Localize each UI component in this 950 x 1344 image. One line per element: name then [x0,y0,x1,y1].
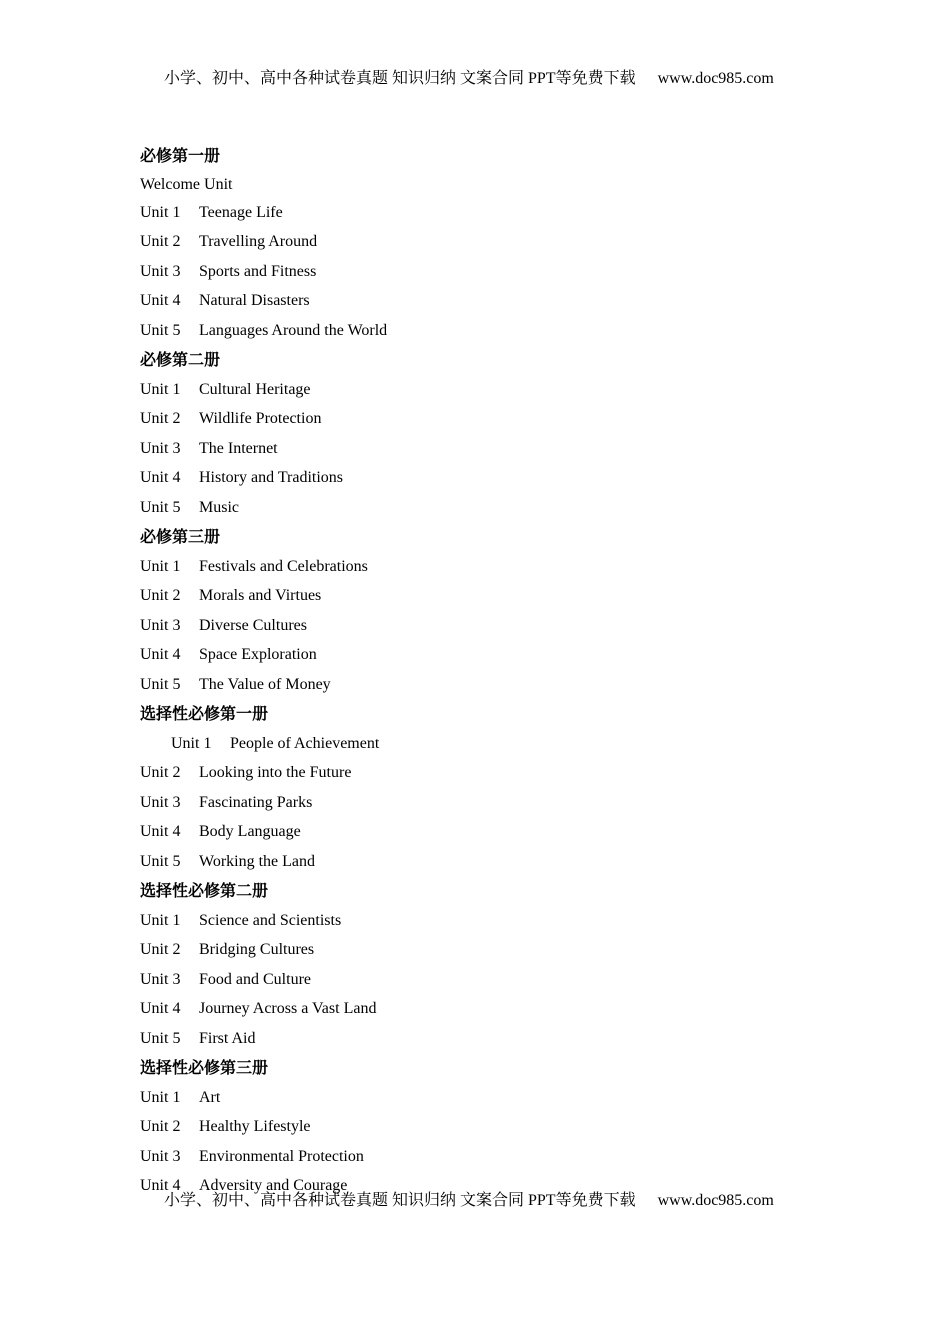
book-heading: 选择性必修第一册 [140,704,269,723]
unit-title: Travelling Around [199,233,318,250]
unit-label: Unit 3 [140,793,181,811]
unit-row [140,817,840,847]
unit-title: Morals and Virtues [199,587,322,604]
unit-label: Unit 4 [140,292,181,309]
unit-title: Body Language [199,823,301,840]
unit-row [140,611,840,641]
unit-row [140,1142,840,1172]
unit-row [140,670,840,700]
unit-label: Unit 3 [140,439,181,457]
unit-row [140,227,840,257]
unit-row [140,493,840,523]
unit-title: People of Achievement [230,734,380,752]
page-footer [164,1191,774,1211]
unit-row [140,847,840,877]
unit-row [140,257,840,287]
unit-row [140,463,840,493]
unit-title: Wildlife Protection [199,410,322,427]
unit-row [140,640,840,670]
unit-row [140,404,840,434]
unit-label: Unit 4 [140,1000,181,1017]
unit-title: The Value of Money [199,675,331,693]
unit-title: Looking into the Future [199,764,352,781]
unit-title: Journey Across a Vast Land [199,1000,377,1017]
unit-row [140,434,840,464]
unit-row [140,316,840,346]
unit-title: History and Traditions [199,469,344,486]
unit-label: Unit 3 [140,616,181,634]
unit-row [140,788,840,818]
unit-title: First Aid [199,1029,256,1047]
unit-label: Unit 4 [140,1177,181,1194]
unit-title: Diverse Cultures [199,616,307,634]
unit-label: Unit 5 [140,321,181,339]
unit-row [140,552,840,582]
unit-label: Unit 3 [140,1147,181,1165]
unit-label: Unit 5 [140,498,181,516]
page-header [164,69,774,89]
unit-row [140,286,840,316]
unit-label: Unit 4 [140,646,181,663]
book-heading: 必修第三册 [140,527,221,546]
unit-label: Unit 3 [140,262,181,280]
unit-row [140,965,840,995]
unit-label: Unit 1 [140,380,181,398]
unit-label: Unit 5 [140,852,181,870]
unit-title: The Internet [199,439,278,457]
unit-label: Unit 1 [140,203,181,221]
unit-title: Natural Disasters [199,292,310,309]
unit-label: Unit 1 [140,557,181,575]
unit-title: Food and Culture [199,970,311,988]
unit-title: Working the Land [199,852,316,870]
unit-label: Unit 1 [140,1088,181,1106]
unit-label: Unit 1 [171,734,212,752]
welcome-unit: Welcome Unit [140,175,233,193]
unit-title: Adversity and Courage [199,1177,348,1194]
unit-title: Fascinating Parks [199,793,313,811]
unit-label: Unit 4 [140,469,181,486]
footer-text: 小学、初中、高中各种试卷真题 知识归纳 文案合同 PPT等免费下载 [164,1192,636,1209]
unit-label: Unit 2 [140,587,181,604]
unit-label: Unit 5 [140,1029,181,1047]
unit-label: Unit 2 [140,764,181,781]
unit-row [140,935,840,965]
unit-label: Unit 2 [140,1118,181,1135]
book-heading: 选择性必修第二册 [140,881,269,900]
unit-label: Unit 5 [140,675,181,693]
unit-title: Teenage Life [199,203,283,221]
unit-label: Unit 3 [140,970,181,988]
unit-row [140,1024,840,1054]
unit-row [140,1083,840,1113]
unit-title: Sports and Fitness [199,262,317,280]
unit-label: Unit 2 [140,410,181,427]
book-heading: 必修第二册 [140,350,221,369]
header-text: 小学、初中、高中各种试卷真题 知识归纳 文案合同 PPT等免费下载 [164,70,636,87]
header-url: www.doc985.com [657,70,774,87]
unit-title: Bridging Cultures [199,941,315,958]
unit-title: Science and Scientists [199,911,342,929]
unit-row [140,198,840,228]
unit-title: Environmental Protection [199,1147,364,1165]
unit-label: Unit 2 [140,233,181,250]
unit-title: Languages Around the World [199,321,388,339]
unit-title: Festivals and Celebrations [199,557,368,575]
unit-title: Cultural Heritage [199,380,311,398]
unit-row [140,994,840,1024]
unit-label: Unit 4 [140,823,181,840]
book-heading: 选择性必修第三册 [140,1058,269,1077]
unit-title: Art [199,1088,221,1106]
unit-label: Unit 1 [140,911,181,929]
unit-row [140,758,840,788]
book-heading: 必修第一册 [140,146,221,165]
unit-row [140,581,840,611]
unit-title: Healthy Lifestyle [199,1118,311,1135]
unit-title: Music [199,498,239,516]
unit-title: Space Exploration [199,646,317,663]
table-of-contents [140,141,840,1201]
unit-row [140,729,840,759]
footer-url: www.doc985.com [657,1192,774,1209]
unit-row [140,375,840,405]
unit-row [140,1112,840,1142]
unit-label: Unit 2 [140,941,181,958]
unit-row [140,906,840,936]
